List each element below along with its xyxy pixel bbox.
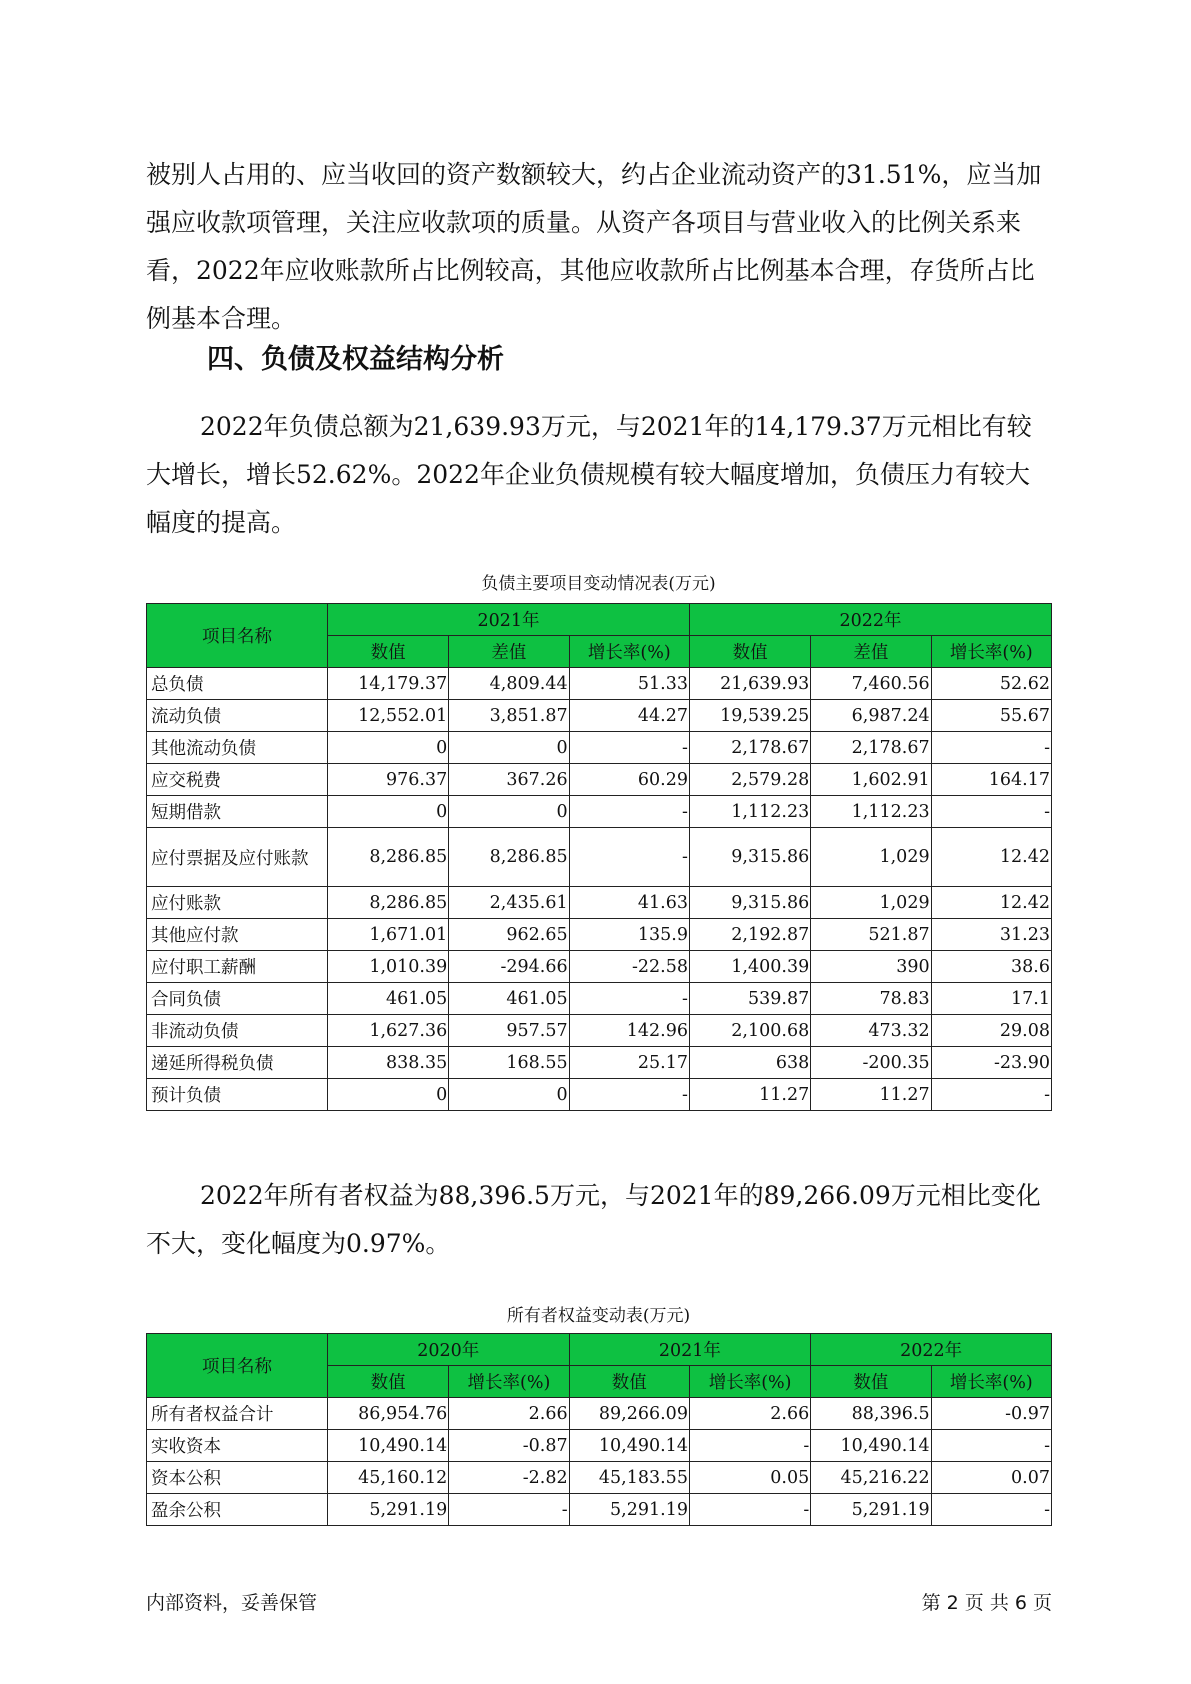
table-cell: 4,809.44 [449,668,569,700]
table-cell: 0.07 [931,1462,1051,1494]
equity-paragraph: 2022年所有者权益为88,396.5万元，与2021年的89,266.09万元相比变化不大，变化幅度为0.97%。 [146,1181,1041,1258]
table-cell: 0 [327,796,448,828]
table-cell: 60.29 [569,764,689,796]
table-cell: 45,183.55 [569,1462,689,1494]
header-col: 增长率(%) [449,1366,569,1398]
table-cell: 9,315.86 [689,828,810,887]
table-row [147,1462,1052,1494]
table-cell: 19,539.25 [689,700,810,732]
row-label: 其他流动负债 [147,732,328,764]
table-cell: 461.05 [327,983,448,1015]
table-cell: - [569,983,689,1015]
table-cell: 473.32 [811,1015,931,1047]
row-label: 总负债 [147,668,328,700]
header-col: 差值 [811,636,931,668]
table-cell: 1,627.36 [327,1015,448,1047]
table-cell: - [689,1430,810,1462]
table-cell: 12.42 [931,828,1051,887]
table-row [147,951,1052,983]
table-row [147,1398,1052,1430]
table-cell: 8,286.85 [327,887,448,919]
row-label: 应交税费 [147,764,328,796]
table-row [147,828,1052,887]
table-cell: 1,029 [811,828,931,887]
table-cell: - [931,1494,1051,1526]
table-cell: 142.96 [569,1015,689,1047]
table-cell: 38.6 [931,951,1051,983]
table-cell: 29.08 [931,1015,1051,1047]
table-cell: 2.66 [449,1398,569,1430]
table-cell: 2.66 [689,1398,810,1430]
table-cell: 1,671.01 [327,919,448,951]
table-row [147,983,1052,1015]
table-cell: 14,179.37 [327,668,448,700]
table-cell: - [569,732,689,764]
table-cell: 11.27 [811,1079,931,1111]
table-cell: - [449,1494,569,1526]
table-cell: 7,460.56 [811,668,931,700]
intro-paragraph: 被别人占用的、应当收回的资产数额较大，约占企业流动资产的31.51%，应当加强应收款项管理，关注应收款项的质量。从资产各项目与营业收入的比例关系来看，2022年应收账款所占比例较高，其他应收款所占比例基本合理，存货所占比例基本合理。 [146,160,1042,333]
table-cell: 9,315.86 [689,887,810,919]
table-cell: 838.35 [327,1047,448,1079]
table-cell: 11.27 [689,1079,810,1111]
table-cell: 86,954.76 [327,1398,448,1430]
table-cell: 2,178.67 [689,732,810,764]
table-cell: 2,579.28 [689,764,810,796]
table-cell: 1,112.23 [811,796,931,828]
table-cell: 5,291.19 [327,1494,448,1526]
header-year-2021: 2021年 [327,604,689,636]
table-cell: 21,639.93 [689,668,810,700]
table-cell: - [931,1430,1051,1462]
table-cell: 2,192.87 [689,919,810,951]
table-row [147,668,1052,700]
row-label: 所有者权益合计 [147,1398,328,1430]
table-cell: 3,851.87 [449,700,569,732]
row-label: 预计负债 [147,1079,328,1111]
table-cell: 6,987.24 [811,700,931,732]
table-cell: 390 [811,951,931,983]
row-label: 递延所得税负债 [147,1047,328,1079]
table-cell: -0.97 [931,1398,1051,1430]
table-cell: 5,291.19 [569,1494,689,1526]
row-label: 非流动负债 [147,1015,328,1047]
table-row [147,732,1052,764]
table-cell: 957.57 [449,1015,569,1047]
row-label: 合同负债 [147,983,328,1015]
header-item-name: 项目名称 [147,604,328,668]
table-cell: 78.83 [811,983,931,1015]
table-cell: - [689,1494,810,1526]
table-cell: - [931,732,1051,764]
table-cell: 539.87 [689,983,810,1015]
table-row [147,796,1052,828]
header-col: 增长率(%) [689,1366,810,1398]
table-cell: 45,216.22 [811,1462,931,1494]
table-cell: 5,291.19 [811,1494,931,1526]
table-cell: 0 [327,1079,448,1111]
header-col: 差值 [449,636,569,668]
row-label: 资本公积 [147,1462,328,1494]
table-cell: 461.05 [449,983,569,1015]
table-cell: -22.58 [569,951,689,983]
header-year-2021: 2021年 [569,1334,811,1366]
table-cell: - [569,828,689,887]
table-row [147,1047,1052,1079]
row-label: 其他应付款 [147,919,328,951]
table-cell: 164.17 [931,764,1051,796]
table-row [147,1015,1052,1047]
row-label: 短期借款 [147,796,328,828]
table-cell: 51.33 [569,668,689,700]
equity-table-caption: 所有者权益变动表(万元) [506,1306,691,1326]
table-cell: 0.05 [689,1462,810,1494]
table-cell: - [569,796,689,828]
header-col: 数值 [689,636,810,668]
liabilities-table-caption: 负债主要项目变动情况表(万元) [481,574,716,594]
table-cell: 521.87 [811,919,931,951]
table-cell: 45,160.12 [327,1462,448,1494]
table-cell: 1,010.39 [327,951,448,983]
table-cell: 168.55 [449,1047,569,1079]
table-cell: 0 [327,732,448,764]
table-cell: 1,029 [811,887,931,919]
table-row [147,1079,1052,1111]
row-label: 应付职工薪酬 [147,951,328,983]
table-cell: 962.65 [449,919,569,951]
header-col: 增长率(%) [931,636,1051,668]
table-row [147,887,1052,919]
table-cell: 1,400.39 [689,951,810,983]
table-cell: 55.67 [931,700,1051,732]
header-year-2022: 2022年 [689,604,1051,636]
table-cell: -0.87 [449,1430,569,1462]
header-col: 数值 [811,1366,931,1398]
row-label: 应付账款 [147,887,328,919]
table-cell: 17.1 [931,983,1051,1015]
table-cell: 52.62 [931,668,1051,700]
table-row [147,700,1052,732]
table-cell: 89,266.09 [569,1398,689,1430]
row-label: 实收资本 [147,1430,328,1462]
table-cell: - [931,796,1051,828]
footer-page-number: 第 2 页 共 6 页 [921,1592,1052,1614]
table-row [147,1430,1052,1462]
table-cell: 44.27 [569,700,689,732]
header-item-name: 项目名称 [147,1334,328,1398]
header-col: 增长率(%) [931,1366,1051,1398]
table-cell: 976.37 [327,764,448,796]
table-cell: 1,112.23 [689,796,810,828]
table-cell: 135.9 [569,919,689,951]
liabilities-table [146,603,1052,1111]
table-cell: - [569,1079,689,1111]
section-heading: 四、负债及权益结构分析 [207,344,504,375]
table-cell: 8,286.85 [327,828,448,887]
table-cell: 12,552.01 [327,700,448,732]
table-cell: - [931,1079,1051,1111]
table-cell: 10,490.14 [327,1430,448,1462]
liabilities-paragraph: 2022年负债总额为21,639.93万元，与2021年的14,179.37万元相比有较大增长，增长52.62%。2022年企业负债规模有较大幅度增加，负债压力有较大幅度的提高。 [146,412,1032,537]
row-label: 流动负债 [147,700,328,732]
table-cell: 2,100.68 [689,1015,810,1047]
row-label: 应付票据及应付账款 [147,828,328,887]
table-cell: 2,178.67 [811,732,931,764]
table-cell: 0 [449,1079,569,1111]
table-cell: -294.66 [449,951,569,983]
header-col: 增长率(%) [569,636,689,668]
table-cell: 0 [449,732,569,764]
table-row [147,919,1052,951]
header-col: 数值 [327,1366,448,1398]
table-cell: 0 [449,796,569,828]
table-row [147,1494,1052,1526]
header-col: 数值 [569,1366,689,1398]
header-year-2022: 2022年 [811,1334,1052,1366]
equity-table [146,1333,1052,1526]
row-label: 盈余公积 [147,1494,328,1526]
table-cell: -2.82 [449,1462,569,1494]
table-cell: 41.63 [569,887,689,919]
table-cell: 10,490.14 [569,1430,689,1462]
table-cell: 1,602.91 [811,764,931,796]
table-row [147,764,1052,796]
footer-confidential-note: 内部资料，妥善保管 [146,1592,318,1614]
table-cell: 638 [689,1047,810,1079]
table-cell: 10,490.14 [811,1430,931,1462]
table-cell: -23.90 [931,1047,1051,1079]
table-cell: 8,286.85 [449,828,569,887]
table-cell: -200.35 [811,1047,931,1079]
table-cell: 31.23 [931,919,1051,951]
table-cell: 88,396.5 [811,1398,931,1430]
table-cell: 367.26 [449,764,569,796]
header-col: 数值 [327,636,448,668]
table-cell: 25.17 [569,1047,689,1079]
table-cell: 12.42 [931,887,1051,919]
table-cell: 2,435.61 [449,887,569,919]
header-year-2020: 2020年 [327,1334,569,1366]
